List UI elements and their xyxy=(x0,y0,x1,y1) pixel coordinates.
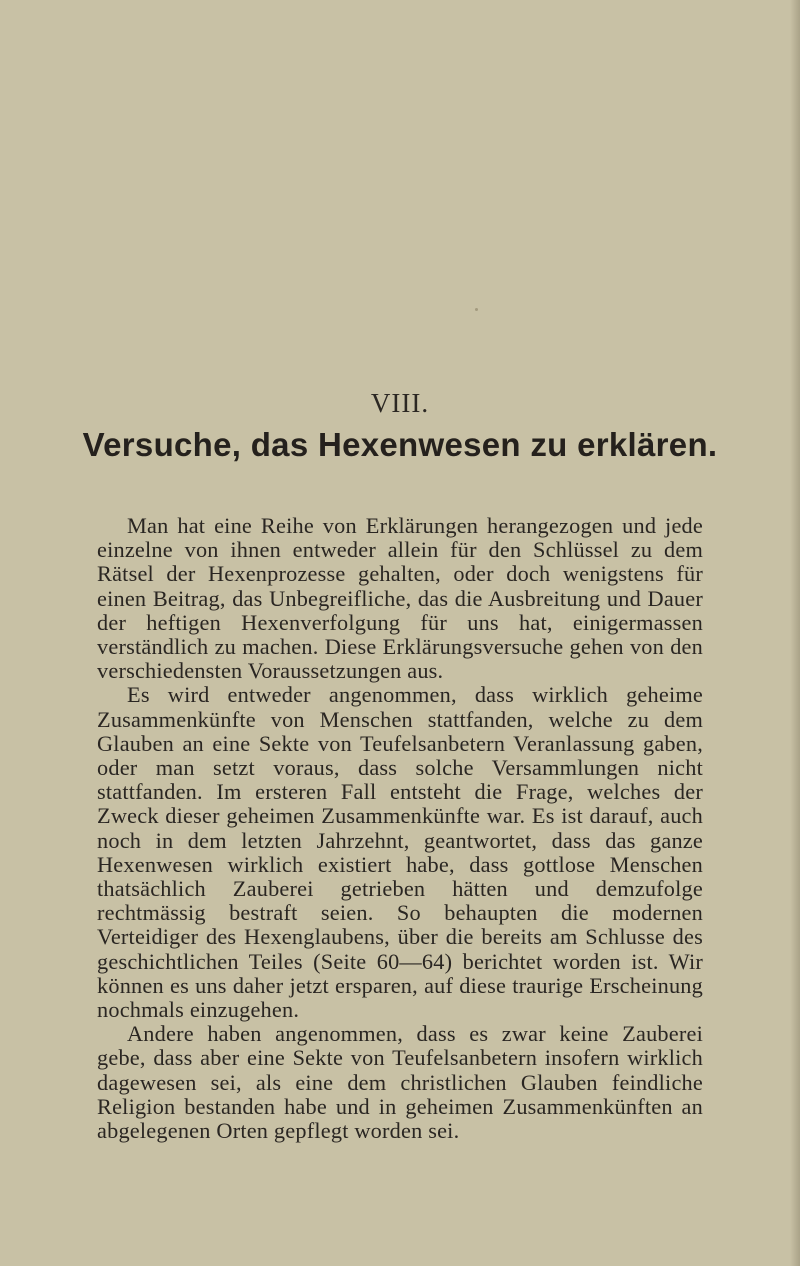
page-edge-shadow xyxy=(790,0,800,1266)
chapter-title: Versuche, das Hexenwesen zu erklären. xyxy=(82,426,718,463)
paper-speck xyxy=(475,308,478,311)
chapter-body xyxy=(97,514,703,1143)
paragraph: Es wird entweder angenommen, dass wirklich geheime Zusammenkünfte von Menschen stattfanden, welche zu dem Glauben an eine Sekte von Teufelsanbetern Veranlassung gaben, oder man setzt voraus, dass solche Versammlungen nicht stattfanden. Im ersteren Fall entsteht die Frage, welches der Zweck dieser geheimen Zusammenkünfte war. Es ist darauf, auch noch in dem letzten Jahrzehnt, geantwortet, dass das ganze Hexenwesen wirklich existiert habe, dass gottlose Menschen thatsächlich Zauberei getrieben hätten und demzufolge rechtmässig bestraft seien. So behaupten die modernen Verteidiger des Hexenglaubens, über die bereits am Schlusse des geschichtlichen Teiles (Seite 60—64) berichtet worden ist. Wir können es uns daher jetzt ersparen, auf diese traurige Erscheinung nochmals einzugehen. xyxy=(97,682,703,1023)
paragraph: Man hat eine Reihe von Erklärungen herangezogen und jede einzelne von ihnen entweder allein für den Schlüssel zu dem Rätsel der Hexenprozesse gehalten, oder doch wenigstens für einen Beitrag, das Unbegreifliche, das die Ausbreitung und Dauer der heftigen Hexenverfolgung für uns hat, einigermassen verständlich zu machen. Diese Erklärungsversuche gehen von den verschiedensten Voraussetzungen aus. xyxy=(97,513,703,684)
chapter-number: VIII. xyxy=(370,388,430,418)
paragraph: Andere haben angenommen, dass es zwar keine Zauberei gebe, dass aber eine Sekte von Teufelsanbetern insofern wirklich dagewesen sei, als eine dem christlichen Glauben feindliche Religion bestanden habe und in geheimen Zusammenkünften an abgelegenen Orten gepflegt worden sei. xyxy=(97,1021,703,1144)
